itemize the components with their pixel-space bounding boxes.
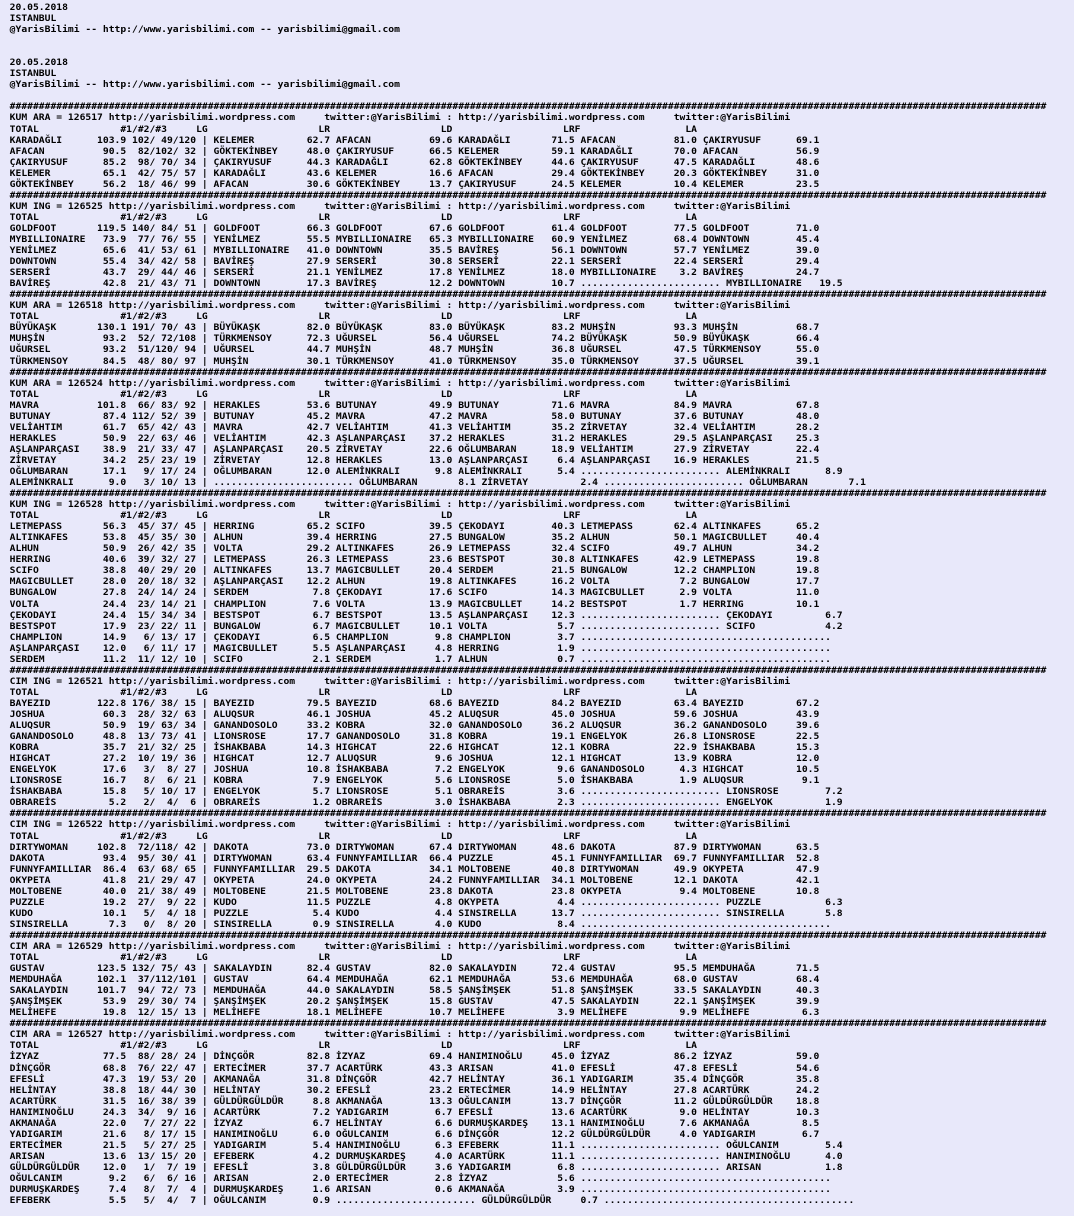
table-row: GÖKTEKİNBEY 56.2 18/ 46/ 99 | AFACAN 30.6 GÖKTEKİNBEY 13.7 ÇAKIRYUSUF 24.5 KELEMER 10.4 KELEMER 23.5 [9, 179, 820, 190]
separator-line: ################################################################################################################################################################################## [9, 290, 1047, 301]
column-header: TOTAL #1/#2/#3 LG LR LD LRF LA [9, 953, 698, 964]
column-header: TOTAL #1/#2/#3 LG LR LD LRF LA [9, 312, 698, 323]
table-row: OKYPETA 41.8 21/ 29/ 47 | OKYPETA 24.0 OKYPETA 24.2 FUNNYFAMILLIAR 34.1 MOLTOBENE 12.1 DAKOTA 42.1 [9, 875, 820, 886]
table-row: DAKOTA 93.4 95/ 30/ 41 | DIRTYWOMAN 63.4 FUNNYFAMILLIAR 66.4 PUZZLE 45.1 FUNNYFAMILLIAR 69.7 FUNNYFAMILLIAR 52.8 [9, 853, 820, 864]
blank-line [10, 91, 1074, 102]
table-row: HANIMINOĞLU 24.3 34/ 9/ 16 | ACARTÜRK 7.2 YADIGARIM 6.7 EFESLİ 13.6 ACARTÜRK 9.0 HELİNTAY 10.3 [9, 1107, 820, 1118]
table-row: İZYAZ 77.5 88/ 28/ 24 | DİNÇGÖR 82.8 İZYAZ 69.4 HANIMINOĞLU 45.0 İZYAZ 86.2 İZYAZ 59.0 [9, 1052, 820, 1063]
table-row: UĞURSEL 93.2 51/120/ 94 | UĞURSEL 44.7 MUHŞİN 48.7 MUHŞİN 36.8 UĞURSEL 47.5 TÜRKMENSOY 55.0 [9, 345, 820, 356]
table-row: GUSTAV 123.5 132/ 75/ 43 | SAKALAYDIN 82.4 GUSTAV 82.0 SAKALAYDIN 72.4 GUSTAV 95.5 MEMDUHAĞA 71.5 [9, 964, 820, 975]
table-row: AKMANAĞA 22.0 7/ 27/ 22 | İZYAZ 6.7 HELİNTAY 6.6 DURMUŞKARDEŞ 13.1 HANIMINOĞLU 7.6 AKMANAĞA 8.5 [9, 1118, 820, 1129]
table-row: VOLTA 24.4 23/ 14/ 21 | CHAMPLION 7.6 VOLTA 13.9 MAGICBULLET 14.2 BESTSPOT 1.7 HERRING 10.1 [9, 599, 820, 610]
table-row: GANANDOSOLO 48.8 13/ 73/ 41 | LIONSROSE 17.7 GANANDOSOLO 31.8 KOBRA 19.1 ENGELYOK 26.8 LIONSROSE 22.5 [9, 732, 820, 743]
table-row: SCIFO 38.8 40/ 29/ 20 | ALTINKAFES 13.7 MAGICBULLET 20.4 SERDEM 21.5 BUNGALOW 12.2 CHAMPLION 19.8 [9, 566, 820, 577]
table-row: OĞULCANIM 9.2 6/ 6/ 16 | ARISAN 2.0 ERTECİMER 2.8 İZYAZ 5.6 ........................................... [9, 1173, 831, 1184]
blank-line [10, 36, 1074, 47]
table-row: HERAKLES 50.9 22/ 63/ 46 | VELİAHTIM 42.3 AŞLANPARÇASI 37.2 HERAKLES 31.2 HERAKLES 29.5 AŞLANPARÇASI 25.3 [9, 433, 820, 444]
table-row: FUNNYFAMILLIAR 86.4 63/ 68/ 65 | FUNNYFAMILLIAR 29.5 DAKOTA 34.1 MOLTOBENE 40.8 DIRTYWOMAN 49.9 OKYPETA 47.9 [9, 864, 820, 875]
column-header: TOTAL #1/#2/#3 LG LR LD LRF LA [9, 687, 698, 698]
table-row: LETMEPASS 56.3 45/ 37/ 45 | HERRING 65.2 SCIFO 39.5 ÇEKODAYI 40.3 LETMEPASS 62.4 ALTINKAFES 65.2 [9, 522, 820, 533]
column-header: TOTAL #1/#2/#3 LG LR LD LRF LA [9, 831, 698, 842]
table-row: JOSHUA 60.3 28/ 32/ 63 | ALUQSUR 46.1 JOSHUA 45.2 ALUQSUR 45.0 JOSHUA 59.6 JOSHUA 43.9 [9, 710, 820, 720]
separator-line: ################################################################################################################################################################################## [9, 930, 1047, 941]
table-row: KUDO 10.1 5/ 4/ 18 | PUZZLE 5.4 KUDO 4.4 SINSIRELLA 13.7 ........................ SINSIRELLA 5.8 [9, 908, 843, 919]
table-row: KARADAĞLI 103.9 102/ 49/120 | KELEMER 62.7 AFACAN 69.6 KARADAĞLI 71.5 AFACAN 81.0 ÇAKIRYUSUF 69.1 [9, 135, 820, 146]
table-row: ZİRVETAY 34.2 25/ 23/ 19 | ZİRVETAY 12.8 HERAKLES 13.0 AŞLANPARÇASI 6.4 AŞLANPARÇASI 16.9 HERAKLES 21.5 [9, 455, 820, 466]
race-header: CIM ING = 126522 http://yarisbilimi.wordpress.com twitter:@YarisBilimi : http://yarisbilimi.wordpress.com twitter:@YarisBilimi [9, 820, 791, 831]
column-header: TOTAL #1/#2/#3 LG LR LD LRF LA [9, 389, 698, 400]
table-row: SAKALAYDIN 101.7 94/ 72/ 73 | MEMDUHAĞA 44.0 SAKALAYDIN 58.5 ŞANŞİMŞEK 51.8 ŞANŞİMŞEK 33.5 SAKALAYDIN 40.3 [9, 986, 820, 997]
table-row: ARISAN 13.6 13/ 15/ 20 | EFEBERK 4.2 DURMUŞKARDEŞ 4.0 ACARTÜRK 11.1 ........................ HANIMINOĞLU 4.0 [9, 1151, 843, 1162]
column-header: TOTAL #1/#2/#3 LG LR LD LRF LA [9, 511, 698, 522]
race-header: KUM ARA = 126518 http://yarisbilimi.wordpress.com twitter:@YarisBilimi : http://yarisbilimi.wordpress.com twitter:@YarisBilimi [9, 301, 791, 312]
table-row: YADIGARIM 21.6 8/ 17/ 15 | HANIMINOĞLU 6.0 OĞULCANIM 6.6 DİNÇGÖR 12.2 GÜLDÜRGÜLDÜR 4.0 YADIGARIM 6.7 [9, 1129, 820, 1140]
column-header: TOTAL #1/#2/#3 LG LR LD LRF LA [9, 124, 698, 135]
text-line: ISTANBUL [9, 14, 57, 25]
table-row: MELİHEFE 19.8 12/ 15/ 13 | MELİHEFE 18.1 MELİHEFE 10.7 MELİHEFE 3.9 MELİHEFE 9.9 MELİHEFE 6.3 [9, 1008, 820, 1019]
race-header: KUM ING = 126525 http://yarisbilimi.wordpress.com twitter:@YarisBilimi : http://yarisbilimi.wordpress.com twitter:@YarisBilimi [9, 201, 791, 212]
table-row: YENİLMEZ 65.6 41/ 53/ 61 | MYBILLIONAIRE 41.0 DOWNTOWN 35.5 BAVİREŞ 56.1 DOWNTOWN 57.7 YENİLMEZ 39.0 [9, 246, 820, 257]
separator-line: ################################################################################################################################################################################## [9, 809, 1047, 820]
table-row: KOBRA 35.7 21/ 32/ 25 | İSHAKBABA 14.3 HIGHCAT 22.6 HIGHCAT 12.1 KOBRA 22.9 İSHAKBABA 15.3 [9, 743, 820, 754]
table-row: BUNGALOW 27.8 24/ 14/ 24 | SERDEM 7.8 ÇEKODAYI 17.6 SCIFO 14.3 MAGICBULLET 2.9 VOLTA 11.0 [9, 588, 820, 599]
table-row: ERTECİMER 21.5 5/ 27/ 25 | YADIGARIM 5.4 HANIMINOĞLU 6.3 EFEBERK 11.1 ........................ OĞULCANIM 5.4 [9, 1140, 843, 1151]
table-row: İSHAKBABA 15.8 5/ 10/ 17 | ENGELYOK 5.7 LIONSROSE 5.1 OBRAREİS 3.6 ........................ LIONSROSE 7.2 [9, 787, 843, 798]
table-row: ALUQSUR 50.9 19/ 63/ 34 | GANANDOSOLO 33.2 KOBRA 32.0 GANANDOSOLO 36.2 ALUQSUR 36.2 GANANDOSOLO 39.6 [9, 721, 820, 732]
table-row: HIGHCAT 27.2 10/ 19/ 36 | HIGHCAT 12.7 ALUQSUR 9.6 JOSHUA 12.1 HIGHCAT 13.9 KOBRA 12.0 [9, 754, 820, 765]
separator-line: ################################################################################################################################################################################## [9, 367, 1047, 378]
race-header: CIM ING = 126521 http://yarisbilimi.wordpress.com twitter:@YarisBilimi : http://yarisbilimi.wordpress.com twitter:@YarisBilimi [9, 676, 791, 687]
race-header: KUM ARA = 126517 http://yarisbilimi.wordpress.com twitter:@YarisBilimi : http://yarisbilimi.wordpress.com twitter:@YarisBilimi [9, 113, 791, 124]
text-line: @YarisBilimi -- http://www.yarisbilimi.com -- yarisbilimi@gmail.com [9, 25, 400, 36]
text-line: 20.05.2018 [9, 3, 68, 13]
table-row: HERRING 40.6 39/ 32/ 27 | LETMEPASS 26.3 LETMEPASS 23.6 BESTSPOT 30.8 ALTINKAFES 42.9 LETMEPASS 19.8 [9, 555, 820, 566]
table-row: CHAMPLION 14.9 6/ 13/ 17 | ÇEKODAYI 6.5 CHAMPLION 9.8 CHAMPLION 3.7 ........................................... [9, 632, 831, 643]
table-row: ŞANŞİMŞEK 53.9 29/ 30/ 74 | ŞANŞİMŞEK 20.2 ŞANŞİMŞEK 15.8 GUSTAV 47.5 SAKALAYDIN 22.1 ŞANŞİMŞEK 39.9 [9, 997, 820, 1008]
table-row: BUTUNAY 87.4 112/ 52/ 39 | BUTUNAY 45.2 MAVRA 47.2 MAVRA 58.0 BUTUNAY 37.6 BUTUNAY 48.0 [9, 411, 820, 422]
table-row: BAVİREŞ 42.8 21/ 43/ 71 | DOWNTOWN 17.3 BAVİREŞ 12.2 DOWNTOWN 10.7 ........................ MYBILLIONAIRE 19.5 [9, 279, 843, 290]
column-header: TOTAL #1/#2/#3 LG LR LD LRF LA [9, 1041, 698, 1052]
table-row: MUHŞİN 93.2 52/ 72/108 | TÜRKMENSOY 72.3 UĞURSEL 56.4 UĞURSEL 74.2 BÜYÜKAŞK 50.9 BÜYÜKAŞK 66.4 [9, 334, 820, 345]
race-header: CIM ARA = 126527 http://yarisbilimi.wordpress.com twitter:@YarisBilimi : http://yarisbilimi.wordpress.com twitter:@YarisBilimi [9, 1030, 791, 1041]
table-row: ACARTÜRK 31.5 16/ 38/ 39 | GÜLDÜRGÜLDÜR 8.8 AKMANAĞA 13.3 OĞULCANIM 13.7 DİNÇGÖR 11.2 GÜLDÜRGÜLDÜR 18.8 [9, 1096, 820, 1107]
table-row: ENGELYOK 17.6 3/ 8/ 27 | JOSHUA 10.8 İSHAKBABA 7.2 ENGELYOK 9.6 GANANDOSOLO 4.3 HIGHCAT 10.5 [9, 765, 820, 776]
table-row: SINSIRELLA 7.3 0/ 8/ 20 | SINSIRELLA 0.9 SINSIRELLA 4.0 KUDO 8.4 ........................................... [9, 919, 831, 930]
table-row: ALHUN 50.9 26/ 42/ 35 | VOLTA 29.2 ALTINKAFES 26.9 LETMEPASS 32.4 SCIFO 49.7 ALHUN 34.2 [9, 544, 820, 555]
table-row: OBRAREİS 5.2 2/ 4/ 6 | OBRAREİS 1.2 OBRAREİS 3.0 İSHAKBABA 2.3 ........................ ENGELYOK 1.9 [9, 798, 843, 809]
race-header: CIM ARA = 126529 http://yarisbilimi.wordpress.com twitter:@YarisBilimi : http://yarisbilimi.wordpress.com twitter:@YarisBilimi [9, 941, 791, 952]
race-header: KUM ING = 126528 http://yarisbilimi.wordpress.com twitter:@YarisBilimi : http://yarisbilimi.wordpress.com twitter:@YarisBilimi [9, 500, 791, 511]
text-line: ISTANBUL [9, 69, 57, 80]
separator-line: ################################################################################################################################################################################## [9, 665, 1047, 676]
blank-line [10, 47, 1074, 58]
table-row: DİNÇGÖR 68.8 76/ 22/ 47 | ERTECİMER 37.7 ACARTÜRK 43.3 ARISAN 41.0 EFESLİ 47.8 EFESLİ 54.6 [9, 1063, 820, 1074]
table-row: BAYEZID 122.8 176/ 38/ 15 | BAYEZID 79.5 BAYEZID 68.6 BAYEZID 84.2 BAYEZID 63.4 BAYEZID 67.2 [9, 698, 820, 709]
table-row: KELEMER 65.1 42/ 75/ 57 | KARADAĞLI 43.6 KELEMER 16.6 AFACAN 29.4 GÖKTEKİNBEY 20.3 GÖKTEKİNBEY 31.0 [9, 168, 820, 179]
table-row: DOWNTOWN 55.4 34/ 42/ 58 | BAVİREŞ 27.9 SERSERİ 30.8 SERSERİ 22.1 SERSERİ 22.4 SERSERİ 29.4 [9, 257, 820, 268]
table-row: ÇEKODAYI 24.4 15/ 34/ 34 | BESTSPOT 6.7 BESTSPOT 13.5 AŞLANPARÇASI 12.3 ........................ ÇEKODAYI 6.7 [9, 610, 843, 621]
table-row: ALEMİNKRALI 9.0 3/ 10/ 13 | ........................ OĞLUMBARAN 8.1 ZİRVETAY 2.4 ........................ OĞLUMBARAN 7.1 [9, 478, 866, 489]
column-header: TOTAL #1/#2/#3 LG LR LD LRF LA [9, 212, 698, 223]
separator-line: ################################################################################################################################################################################## [9, 190, 1047, 201]
table-row: BÜYÜKAŞK 130.1 191/ 70/ 43 | BÜYÜKAŞK 82.0 BÜYÜKAŞK 83.0 BÜYÜKAŞK 83.2 MUHŞİN 93.3 MUHŞİN 68.7 [9, 323, 820, 334]
table-row: MYBILLIONAIRE 73.9 77/ 76/ 55 | YENİLMEZ 55.5 MYBILLIONAIRE 65.3 MYBILLIONAIRE 60.9 YENİLMEZ 68.4 DOWNTOWN 45.4 [9, 234, 820, 245]
table-row: MOLTOBENE 40.0 21/ 38/ 49 | MOLTOBENE 21.5 MOLTOBENE 23.8 DAKOTA 23.8 OKYPETA 9.4 MOLTOBENE 10.8 [9, 886, 820, 897]
separator-line: ################################################################################################################################################################################## [9, 1019, 1047, 1030]
table-row: MEMDUHAĞA 102.1 37/112/101 | GUSTAV 64.4 MEMDUHAĞA 62.1 MEMDUHAĞA 53.6 MEMDUHAĞA 68.0 GUSTAV 68.4 [9, 975, 820, 986]
table-row: AŞLANPARÇASI 38.9 21/ 33/ 47 | AŞLANPARÇASI 20.5 ZİRVETAY 22.6 OĞLUMBARAN 18.9 VELİAHTIM 27.9 ZİRVETAY 22.4 [9, 444, 820, 455]
table-row: LIONSROSE 16.7 8/ 6/ 21 | KOBRA 7.9 ENGELYOK 5.6 LIONSROSE 5.0 İSHAKBABA 1.9 ALUQSUR 9.1 [9, 776, 820, 787]
table-row: ÇAKIRYUSUF 85.2 98/ 70/ 34 | ÇAKIRYUSUF 44.3 KARADAĞLI 62.8 GÖKTEKİNBEY 44.6 ÇAKIRYUSUF 47.5 KARADAĞLI 48.6 [9, 157, 820, 168]
table-row: SERSERİ 43.7 29/ 44/ 46 | SERSERİ 21.1 YENİLMEZ 17.8 YENİLMEZ 18.0 MYBILLIONAIRE 3.2 BAVİREŞ 24.7 [9, 268, 820, 279]
table-row: GÜLDÜRGÜLDÜR 12.0 1/ 7/ 19 | EFESLİ 3.8 GÜLDÜRGÜLDÜR 3.6 YADIGARIM 6.8 ........................ ARISAN 1.8 [9, 1162, 843, 1173]
separator-line: ################################################################################################################################################################################## [9, 489, 1047, 500]
table-row: EFEBERK 5.5 5/ 4/ 7 | OĞULCANIM 0.9 ........................ GÜLDÜRGÜLDÜR 0.7 ........................................... [9, 1196, 855, 1207]
table-row: MAVRA 101.8 66/ 83/ 92 | HERAKLES 53.6 BUTUNAY 49.9 BUTUNAY 71.6 MAVRA 84.9 MAVRA 67.8 [9, 400, 820, 411]
table-row: SERDEM 11.2 11/ 12/ 10 | SCIFO 2.1 SERDEM 1.7 ALHUN 0.7 ........................................... [9, 654, 831, 665]
table-row: MAGICBULLET 28.0 20/ 18/ 32 | AŞLANPARÇASI 12.2 ALHUN 19.8 ALTINKAFES 16.2 VOLTA 7.2 BUNGALOW 17.7 [9, 577, 820, 588]
table-row: OĞLUMBARAN 17.1 9/ 17/ 24 | OĞLUMBARAN 12.0 ALEMİNKRALI 9.8 ALEMİNKRALI 5.4 ........................ ALEMİNKRALI 8.9 [9, 466, 843, 477]
table-row: PUZZLE 19.2 27/ 9/ 22 | KUDO 11.5 PUZZLE 4.8 OKYPETA 4.4 ........................ PUZZLE 6.3 [9, 897, 843, 908]
table-row: DURMUŞKARDEŞ 7.4 8/ 7/ 4 | DURMUŞKARDEŞ 1.6 ARISAN 0.6 AKMANAĞA 3.9 ........................................... [9, 1185, 831, 1196]
separator-line: ################################################################################################################################################################################## [9, 102, 1047, 113]
table-row: AFACAN 90.5 82/102/ 32 | GÖKTEKİNBEY 48.0 ÇAKIRYUSUF 66.5 KELEMER 59.1 KARADAĞLI 70.0 AFACAN 56.9 [9, 146, 820, 157]
table-row: BESTSPOT 17.9 23/ 22/ 11 | BUNGALOW 6.7 MAGICBULLET 10.1 VOLTA 5.7 ........................ SCIFO 4.2 [9, 621, 843, 632]
table-row: ALTINKAFES 53.8 45/ 35/ 30 | ALHUN 39.4 HERRING 27.5 BUNGALOW 35.2 ALHUN 50.1 MAGICBULLET 40.4 [9, 533, 820, 544]
table-row: GOLDFOOT 119.5 140/ 84/ 51 | GOLDFOOT 66.3 GOLDFOOT 67.6 GOLDFOOT 61.4 GOLDFOOT 77.5 GOLDFOOT 71.0 [9, 223, 820, 234]
text-line: @YarisBilimi -- http://www.yarisbilimi.com -- yarisbilimi@gmail.com [9, 80, 400, 91]
table-row: EFESLİ 47.3 19/ 53/ 20 | AKMANAĞA 31.8 DİNÇGÖR 42.7 HELİNTAY 36.1 YADIGARIM 35.4 DİNÇGÖR 35.8 [9, 1074, 820, 1085]
table-row: VELİAHTIM 61.7 65/ 42/ 43 | MAVRA 42.7 VELİAHTIM 41.3 VELİAHTIM 35.2 ZİRVETAY 32.4 VELİAHTIM 28.2 [9, 422, 820, 433]
table-row: DIRTYWOMAN 102.8 72/118/ 42 | DAKOTA 73.0 DIRTYWOMAN 67.4 DIRTYWOMAN 48.6 DAKOTA 87.9 DIRTYWOMAN 63.5 [9, 842, 820, 853]
text-line: 20.05.2018 [9, 58, 68, 69]
table-row: TÜRKMENSOY 84.5 48/ 80/ 97 | MUHŞİN 30.1 TÜRKMENSOY 41.0 TÜRKMENSOY 35.0 TÜRKMENSOY 37.5 UĞURSEL 39.1 [9, 356, 820, 367]
table-row: HELİNTAY 38.8 18/ 44/ 30 | HELİNTAY 30.2 EFESLİ 23.2 ERTECİMER 14.9 HELİNTAY 27.8 ACARTÜRK 24.2 [9, 1085, 820, 1096]
table-row: AŞLANPARÇASI 12.0 6/ 11/ 17 | MAGICBULLET 5.5 AŞLANPARÇASI 4.8 HERRING 1.9 ........................................... [9, 643, 831, 654]
race-header: KUM ARA = 126524 http://yarisbilimi.wordpress.com twitter:@YarisBilimi : http://yarisbilimi.wordpress.com twitter:@YarisBilimi [9, 378, 791, 389]
